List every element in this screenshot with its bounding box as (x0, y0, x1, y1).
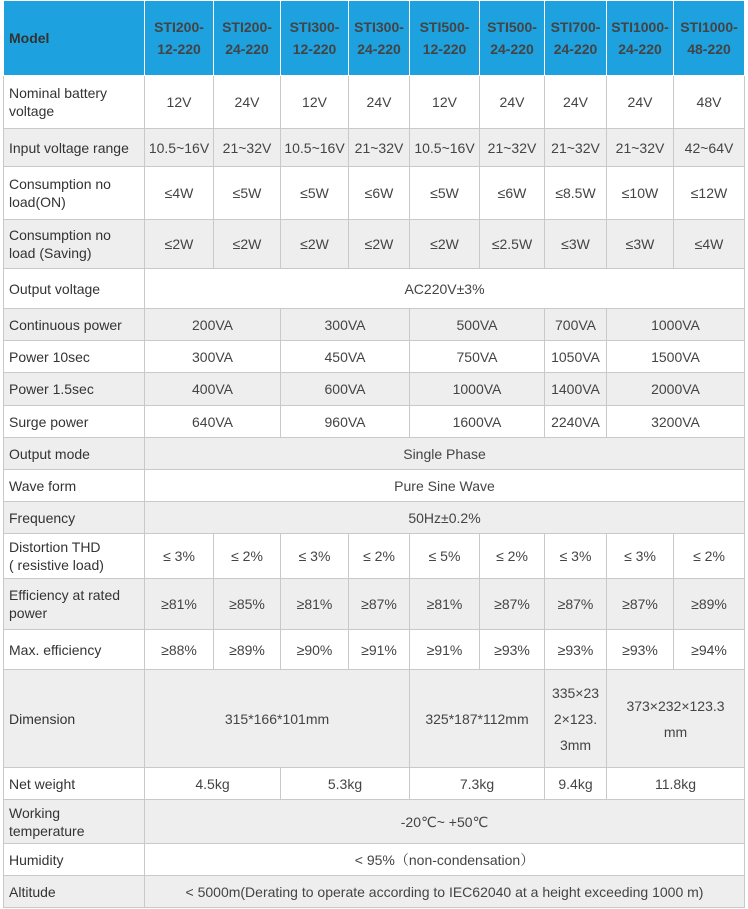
cell: 1600VA (410, 406, 545, 438)
cell: ≥94% (674, 630, 745, 670)
row-label (4, 220, 145, 269)
row-label: Humidity (4, 844, 145, 876)
cell: Pure Sine Wave (145, 470, 745, 502)
row-power-10sec (4, 341, 745, 373)
spec-table (3, 0, 745, 908)
cell: 300VA (145, 341, 281, 373)
cell: 21~32V (607, 129, 674, 167)
row-label: Max. efficiency (4, 630, 145, 670)
model-col-3-line1: STI300- (289, 19, 340, 35)
cell: ≥85% (214, 579, 281, 630)
cell: 1050VA (545, 341, 607, 373)
row-label: Output voltage (4, 269, 145, 309)
cell (545, 670, 607, 768)
model-col-7-line2: 24-220 (553, 41, 598, 57)
cell: 960VA (281, 406, 410, 438)
cell: ≤ 2% (214, 534, 281, 579)
cell: 24V (480, 76, 545, 129)
cell: ≤2W (281, 220, 349, 269)
cell: 500VA (410, 309, 545, 341)
model-col-4-line2: 24-220 (357, 41, 401, 57)
cell: 9.4kg (545, 768, 607, 800)
cell: 21~32V (214, 129, 281, 167)
row-label-line1: Nominal battery (9, 85, 108, 101)
cell: ≥87% (480, 579, 545, 630)
cell: ≤2W (349, 220, 410, 269)
cell: 21~32V (349, 129, 410, 167)
cell: 24V (349, 76, 410, 129)
cell: 1400VA (545, 373, 607, 406)
model-col-4 (349, 1, 410, 76)
cell: 1500VA (607, 341, 745, 373)
cell: 12V (145, 76, 214, 129)
cell: ≤ 3% (281, 534, 349, 579)
row-label-line1: Working (9, 804, 61, 821)
row-label: Wave form (4, 470, 145, 502)
row-battery-voltage (4, 76, 745, 129)
model-col-9 (674, 1, 745, 76)
cell: ≤6W (349, 167, 410, 220)
cell: ≥87% (545, 579, 607, 630)
cell: 50Hz±0.2% (145, 502, 745, 534)
row-label (4, 579, 145, 630)
row-label-line2: load(ON) (9, 194, 66, 210)
cell: 1000VA (410, 373, 545, 406)
cell: AC220V±3% (145, 269, 745, 309)
model-col-5 (410, 1, 480, 76)
cell (607, 670, 745, 768)
row-label: Surge power (4, 406, 145, 438)
cell: 48V (674, 76, 745, 129)
cell: ≤8.5W (545, 167, 607, 220)
model-col-2 (214, 1, 281, 76)
row-max-efficiency (4, 630, 745, 670)
cell: ≤ 2% (480, 534, 545, 579)
model-col-1-line1: STI200- (154, 19, 204, 35)
row-label-line2: power (9, 605, 48, 621)
cell-line: mm (663, 723, 688, 740)
cell-line: 3mm (559, 736, 592, 753)
model-col-6-line1: STI500- (487, 19, 537, 35)
row-dimension (4, 670, 745, 768)
cell: ≤3W (545, 220, 607, 269)
cell: ≥90% (281, 630, 349, 670)
cell: 1000VA (607, 309, 745, 341)
cell: 42~64V (674, 129, 745, 167)
cell: -20℃~ +50℃ (145, 800, 745, 844)
cell: ≥87% (349, 579, 410, 630)
cell: ≤12W (674, 167, 745, 220)
cell: ≤10W (607, 167, 674, 220)
cell: 11.8kg (607, 768, 745, 800)
model-col-7 (545, 1, 607, 76)
cell: 450VA (281, 341, 410, 373)
cell: 315*166*101mm (145, 670, 410, 768)
row-label-line1: Distortion THD (9, 539, 101, 555)
row-input-voltage (4, 129, 745, 167)
row-surge-power (4, 406, 745, 438)
cell: 400VA (145, 373, 281, 406)
row-wave-form (4, 470, 745, 502)
cell: 21~32V (545, 129, 607, 167)
row-label-line1: Efficiency at rated (9, 587, 121, 603)
cell: 700VA (545, 309, 607, 341)
cell: ≤ 2% (674, 534, 745, 579)
cell: ≥81% (145, 579, 214, 630)
model-col-1 (145, 1, 214, 76)
row-label: Dimension (4, 670, 145, 768)
row-label: Power 10sec (4, 341, 145, 373)
cell: ≥93% (480, 630, 545, 670)
cell: ≤ 2% (349, 534, 410, 579)
cell: 24V (545, 76, 607, 129)
model-col-9-line2: 48-220 (687, 41, 731, 57)
model-col-5-line1: STI500- (419, 19, 470, 35)
model-header-label: Model (4, 1, 145, 76)
cell: ≥87% (607, 579, 674, 630)
cell: ≤ 3% (545, 534, 607, 579)
row-label-line2: voltage (9, 103, 55, 119)
row-label: Continuous power (4, 309, 145, 341)
row-label-line2: ( resistive load) (9, 557, 104, 573)
model-col-8-line2: 24-220 (618, 41, 662, 57)
row-label: Frequency (4, 502, 145, 534)
cell: 10.5~16V (410, 129, 480, 167)
cell: ≥88% (145, 630, 214, 670)
row-label (4, 534, 145, 579)
model-col-5-line2: 12-220 (422, 41, 467, 57)
row-label-line2: load (Saving) (9, 245, 92, 261)
row-noload-on (4, 167, 745, 220)
cell-line: 335×23 (551, 684, 600, 701)
cell: ≤4W (674, 220, 745, 269)
row-humidity (4, 844, 745, 876)
row-label-line1: Consumption no (9, 176, 111, 192)
cell: 300VA (281, 309, 410, 341)
cell: 5.3kg (281, 768, 410, 800)
cell: 7.3kg (410, 768, 545, 800)
cell: 750VA (410, 341, 545, 373)
cell: ≥81% (410, 579, 480, 630)
header-row (4, 1, 745, 76)
row-label: Net weight (4, 768, 145, 800)
cell: ≤2.5W (480, 220, 545, 269)
model-col-8 (607, 1, 674, 76)
cell: ≤5W (410, 167, 480, 220)
cell: 12V (281, 76, 349, 129)
cell: 3200VA (607, 406, 745, 438)
model-col-3-line2: 12-220 (292, 41, 337, 57)
row-label (4, 76, 145, 129)
cell: 10.5~16V (281, 129, 349, 167)
row-label (4, 800, 145, 844)
cell: Single Phase (145, 438, 745, 470)
row-label-line2: temperature (9, 822, 85, 839)
row-output-mode (4, 438, 745, 470)
cell: ≤5W (214, 167, 281, 220)
model-col-4-line1: STI300- (354, 19, 404, 35)
model-col-2-line2: 24-220 (225, 41, 269, 57)
cell: 24V (214, 76, 281, 129)
model-col-8-line1: STI1000- (611, 19, 669, 35)
cell: ≤ 5% (410, 534, 480, 579)
cell: 4.5kg (145, 768, 281, 800)
cell: 24V (607, 76, 674, 129)
cell: ≤5W (281, 167, 349, 220)
row-label-line1: Consumption no (9, 227, 111, 243)
cell: ≤2W (145, 220, 214, 269)
cell: 600VA (281, 373, 410, 406)
cell-line: 373×232×123.3 (626, 697, 725, 714)
model-col-9-line1: STI1000- (680, 19, 738, 35)
cell: ≥89% (214, 630, 281, 670)
model-col-6 (480, 1, 545, 76)
cell: 21~32V (480, 129, 545, 167)
row-continuous-power (4, 309, 745, 341)
cell: ≥89% (674, 579, 745, 630)
row-net-weight (4, 768, 745, 800)
model-col-2-line1: STI200- (222, 19, 272, 35)
row-power-1-5sec (4, 373, 745, 406)
cell: < 5000m(Derating to operate according to IEC62040 at a height exceeding 1000 m) (145, 876, 745, 908)
cell: ≤3W (607, 220, 674, 269)
cell: ≤6W (480, 167, 545, 220)
row-label: Power 1.5sec (4, 373, 145, 406)
row-label: Input voltage range (4, 129, 145, 167)
cell: ≥93% (545, 630, 607, 670)
cell: 325*187*112mm (410, 670, 545, 768)
cell: ≤2W (410, 220, 480, 269)
cell: 2000VA (607, 373, 745, 406)
cell: 200VA (145, 309, 281, 341)
cell: ≥91% (410, 630, 480, 670)
row-frequency (4, 502, 745, 534)
cell: 12V (410, 76, 480, 129)
cell: ≥91% (349, 630, 410, 670)
row-altitude (4, 876, 745, 908)
row-efficiency-rated (4, 579, 745, 630)
row-label: Output mode (4, 438, 145, 470)
cell: ≥81% (281, 579, 349, 630)
cell: 640VA (145, 406, 281, 438)
cell: ≤2W (214, 220, 281, 269)
model-col-1-line2: 12-220 (157, 41, 201, 57)
cell: < 95%（non-condensation） (145, 844, 745, 876)
cell: ≤ 3% (607, 534, 674, 579)
row-noload-saving (4, 220, 745, 269)
row-distortion-thd (4, 534, 745, 579)
cell: 10.5~16V (145, 129, 214, 167)
cell-line: 2×123. (553, 710, 598, 727)
row-label (4, 167, 145, 220)
row-label: Altitude (4, 876, 145, 908)
model-col-6-line2: 24-220 (490, 41, 534, 57)
cell: 2240VA (545, 406, 607, 438)
cell: ≥93% (607, 630, 674, 670)
cell: ≤4W (145, 167, 214, 220)
cell: ≤ 3% (145, 534, 214, 579)
row-working-temperature (4, 800, 745, 844)
model-col-3 (281, 1, 349, 76)
row-output-voltage (4, 269, 745, 309)
model-col-7-line1: STI700- (550, 19, 601, 35)
